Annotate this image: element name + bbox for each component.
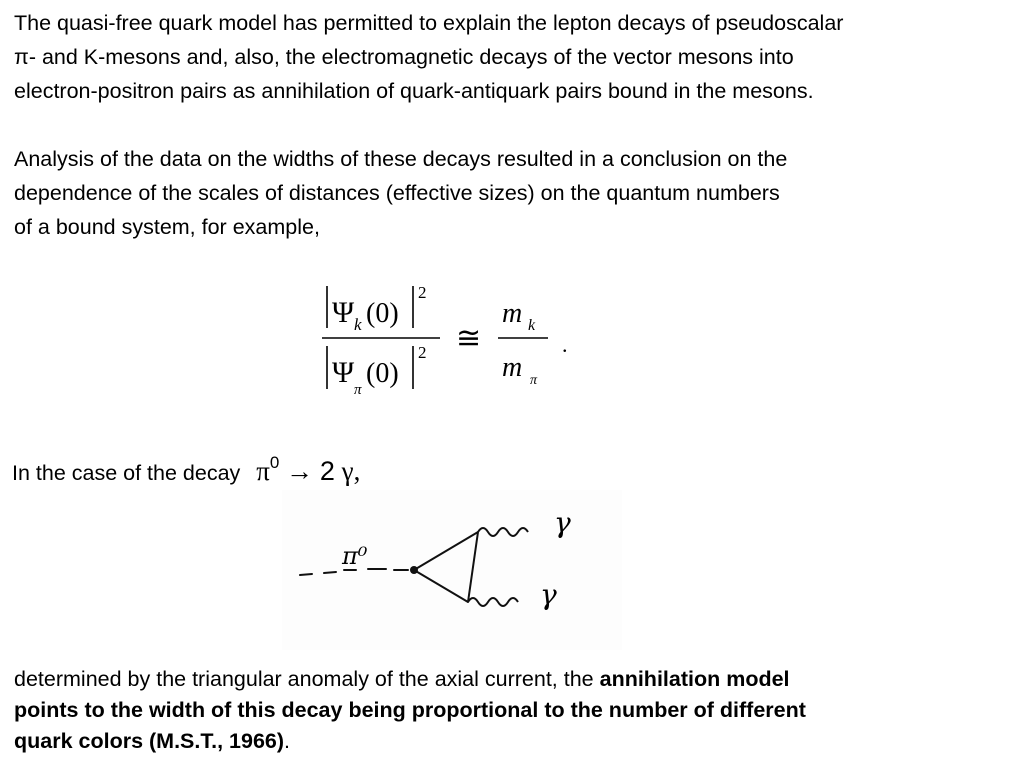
photon-count: 2 [319, 456, 335, 486]
psi-symbol: Ψ [332, 296, 355, 329]
paragraph-line [14, 695, 806, 726]
photon-line-bottom [468, 598, 518, 606]
pi-charge: 0 [269, 453, 280, 472]
subscript-k: k [354, 315, 362, 334]
plain-text: determined by the triangular anomaly of the axial current, the [14, 667, 600, 691]
subscript-pi: π [530, 373, 538, 388]
exponent: 2 [418, 283, 427, 302]
paragraph-line: electron-positron pairs as annihilation of quark-antiquark pairs bound in the mesons. [14, 79, 814, 103]
fermion-triangle [414, 532, 478, 602]
photon-line-top [478, 528, 528, 536]
paragraph-line [14, 664, 806, 695]
triangle-anomaly-diagram [282, 490, 622, 650]
decay-prefix: In the case of the decay [12, 461, 241, 485]
paragraph-analysis [14, 142, 787, 244]
plain-text: . [284, 729, 291, 753]
paragraph-line: of a bound system, for example, [14, 215, 320, 239]
subscript-k: k [528, 317, 536, 334]
paragraph-conclusion [14, 664, 806, 757]
argument: (0) [366, 358, 399, 389]
paragraph-line: The quasi-free quark model has permitted to explain the lepton decays of pseudoscalar [14, 11, 844, 35]
subscript-pi: π [354, 382, 362, 398]
bold-text: points to the width of this decay being proportional to the number of different [14, 698, 806, 722]
argument: (0) [366, 298, 399, 329]
psi-symbol: Ψ [332, 356, 355, 389]
gamma-symbol: γ, [341, 456, 361, 486]
formula-period: . [562, 332, 568, 357]
approx-equal-sign: ≅ [456, 322, 482, 355]
pi-symbol: π [256, 456, 270, 486]
paragraph-line: Analysis of the data on the widths of these decays resulted in a conclusion on the [14, 147, 788, 171]
gamma-label-bottom: γ [540, 578, 557, 611]
paragraph-line: dependence of the scales of distances (effective sizes) on the quantum numbers [14, 181, 780, 205]
exponent: 2 [418, 343, 427, 362]
gamma-label-top: γ [554, 506, 571, 539]
bold-text: annihilation model [599, 667, 790, 691]
paragraph-quark-model [14, 6, 843, 108]
arrow-symbol: → [286, 456, 314, 486]
mass-symbol: m [502, 352, 523, 383]
denominator [327, 343, 427, 398]
pion-label: π⁰ [342, 542, 368, 570]
decay-equation [256, 453, 361, 486]
paragraph-line [14, 726, 806, 757]
bold-text: quark colors (M.S.T., 1966) [14, 729, 285, 753]
mass-symbol: m [502, 298, 523, 329]
numerator [327, 283, 427, 334]
decay-sentence [12, 446, 360, 490]
wavefunction-ratio-formula [300, 276, 590, 406]
paragraph-line: π- and K-mesons and, also, the electromagnetic decays of the vector mesons into [14, 45, 794, 69]
